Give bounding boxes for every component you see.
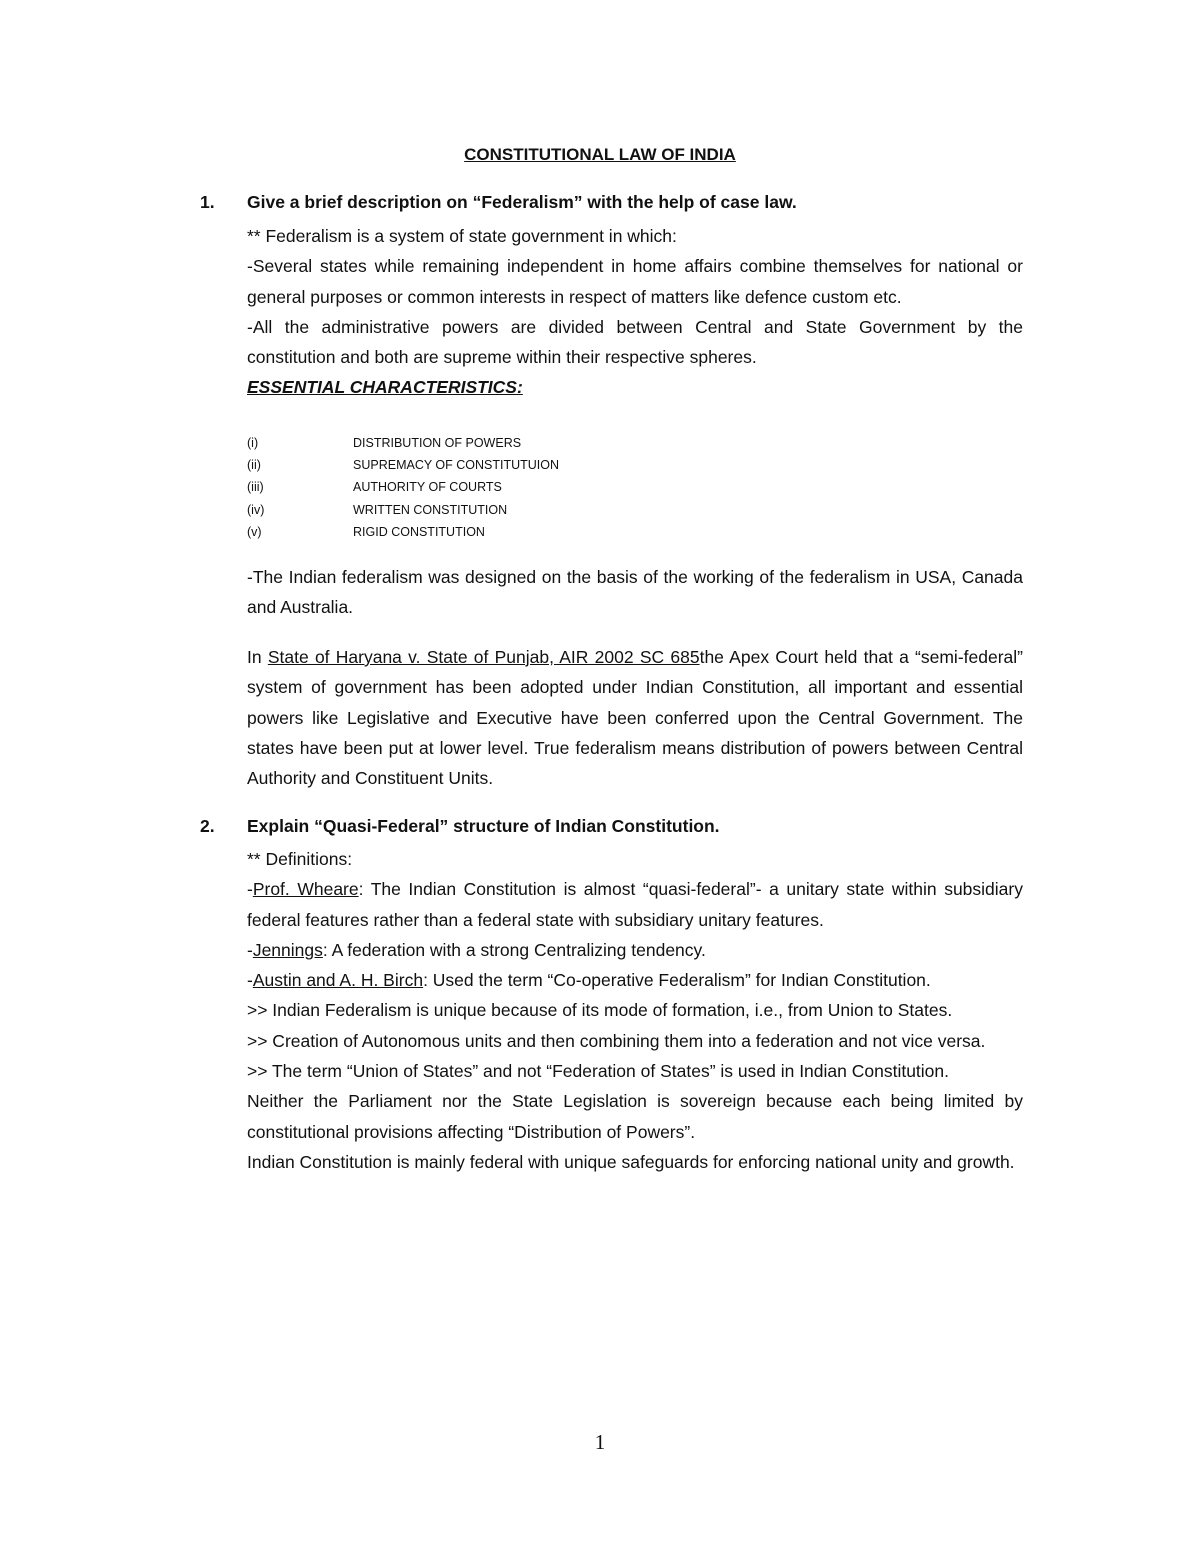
question-1-heading	[200, 192, 1030, 213]
question-1-text: Give a brief description on “Federalism” with the help of case law.	[247, 192, 797, 212]
case-citation: State of Haryana v. State of Punjab, AIR 2002 SC 685	[267, 647, 700, 667]
definition-jennings: -Jennings: A federation with a strong Centralizing tendency.	[247, 939, 706, 960]
federalism-point-2: -All the administrative powers are divided between Central and State Government by the constitution and both are supreme within their respective spheres.	[247, 316, 1023, 368]
question-2-number: 2.	[200, 816, 215, 836]
definition-austin-birch: -Austin and A. H. Birch: Used the term “Co-operative Federalism” for Indian Constitution.	[247, 970, 931, 991]
question-2-heading	[200, 816, 1030, 837]
characteristics-list	[247, 432, 947, 543]
definition-author: Jennings	[252, 939, 323, 960]
federalism-design-note: -The Indian federalism was designed on the basis of the working of the federalism in USA, Canada and Australia.	[247, 567, 1023, 618]
list-item	[247, 454, 947, 476]
point-autonomous-units: >> Creation of Autonomous units and then combining them into a federation and not vice versa.	[247, 1030, 986, 1051]
question-2-text: Explain “Quasi-Federal” structure of Indian Constitution.	[247, 816, 720, 836]
definitions-intro: ** Definitions:	[247, 849, 353, 869]
point-union-of-states: >> The term “Union of States” and not “Federation of States” is used in Indian Constitution.	[247, 1061, 950, 1082]
case-text: the Apex Court held that a “semi-federal” system of government has been adopted under Indian Constitution, all important and essential powers like Legislative and Executive have been conferred upon the Central Government. The states have been put at lower level. True federalism means distribution of powers between Central Authority and Constituent Units.	[247, 647, 1023, 789]
definition-wheare: -Prof. Wheare: The Indian Constitution is almost “quasi-federal”- a unitary state within subsidiary federal features rather than a federal state with subsidiary unitary features.	[247, 879, 1023, 930]
page-number: 1	[594, 1430, 606, 1454]
conclusion-paragraph: Indian Constitution is mainly federal with unique safeguards for enforcing national unity and growth.	[247, 1151, 1015, 1172]
list-item-text: WRITTEN CONSTITUTION	[353, 502, 508, 517]
sovereignty-paragraph: Neither the Parliament nor the State Legislation is sovereign because each being limited by constitutional provisions affecting “Distribution of Powers”.	[247, 1091, 1023, 1142]
federalism-point-1: -Several states while remaining independent in home affairs combine themselves for national or general purposes or common interests in respect of matters like defence custom etc.	[247, 256, 1023, 307]
list-item	[247, 499, 947, 521]
list-item	[247, 432, 947, 454]
case-prefix: In	[247, 647, 268, 667]
essential-characteristics-heading: ESSENTIAL CHARACTERISTICS:	[247, 377, 523, 398]
question-1-number: 1.	[200, 192, 215, 212]
question-2-body	[247, 844, 1023, 1177]
list-item-number: (iii)	[247, 480, 264, 495]
document-title: CONSTITUTIONAL LAW OF INDIA	[464, 145, 736, 164]
list-item-text: RIGID CONSTITUTION	[353, 524, 485, 539]
definition-author: Austin and A. H. Birch	[252, 970, 424, 991]
list-item-number: (i)	[247, 436, 259, 450]
case-law-paragraph	[247, 642, 1023, 793]
list-item-number: (v)	[247, 524, 262, 539]
list-item-text: DISTRIBUTION OF POWERS	[353, 436, 522, 450]
list-item-number: (iv)	[247, 502, 265, 517]
question-1-body	[247, 221, 1023, 402]
definition-author: Prof. Wheare	[252, 879, 359, 900]
federalism-intro: ** Federalism is a system of state government in which:	[247, 226, 677, 246]
point-union-to-states: >> Indian Federalism is unique because of its mode of formation, i.e., from Union to States.	[247, 1000, 953, 1021]
list-item	[247, 521, 947, 543]
list-item-text: AUTHORITY OF COURTS	[353, 480, 502, 495]
list-item	[247, 476, 947, 498]
list-item-number: (ii)	[247, 458, 261, 473]
list-item-text: SUPREMACY OF CONSTITUTUION	[353, 458, 560, 473]
